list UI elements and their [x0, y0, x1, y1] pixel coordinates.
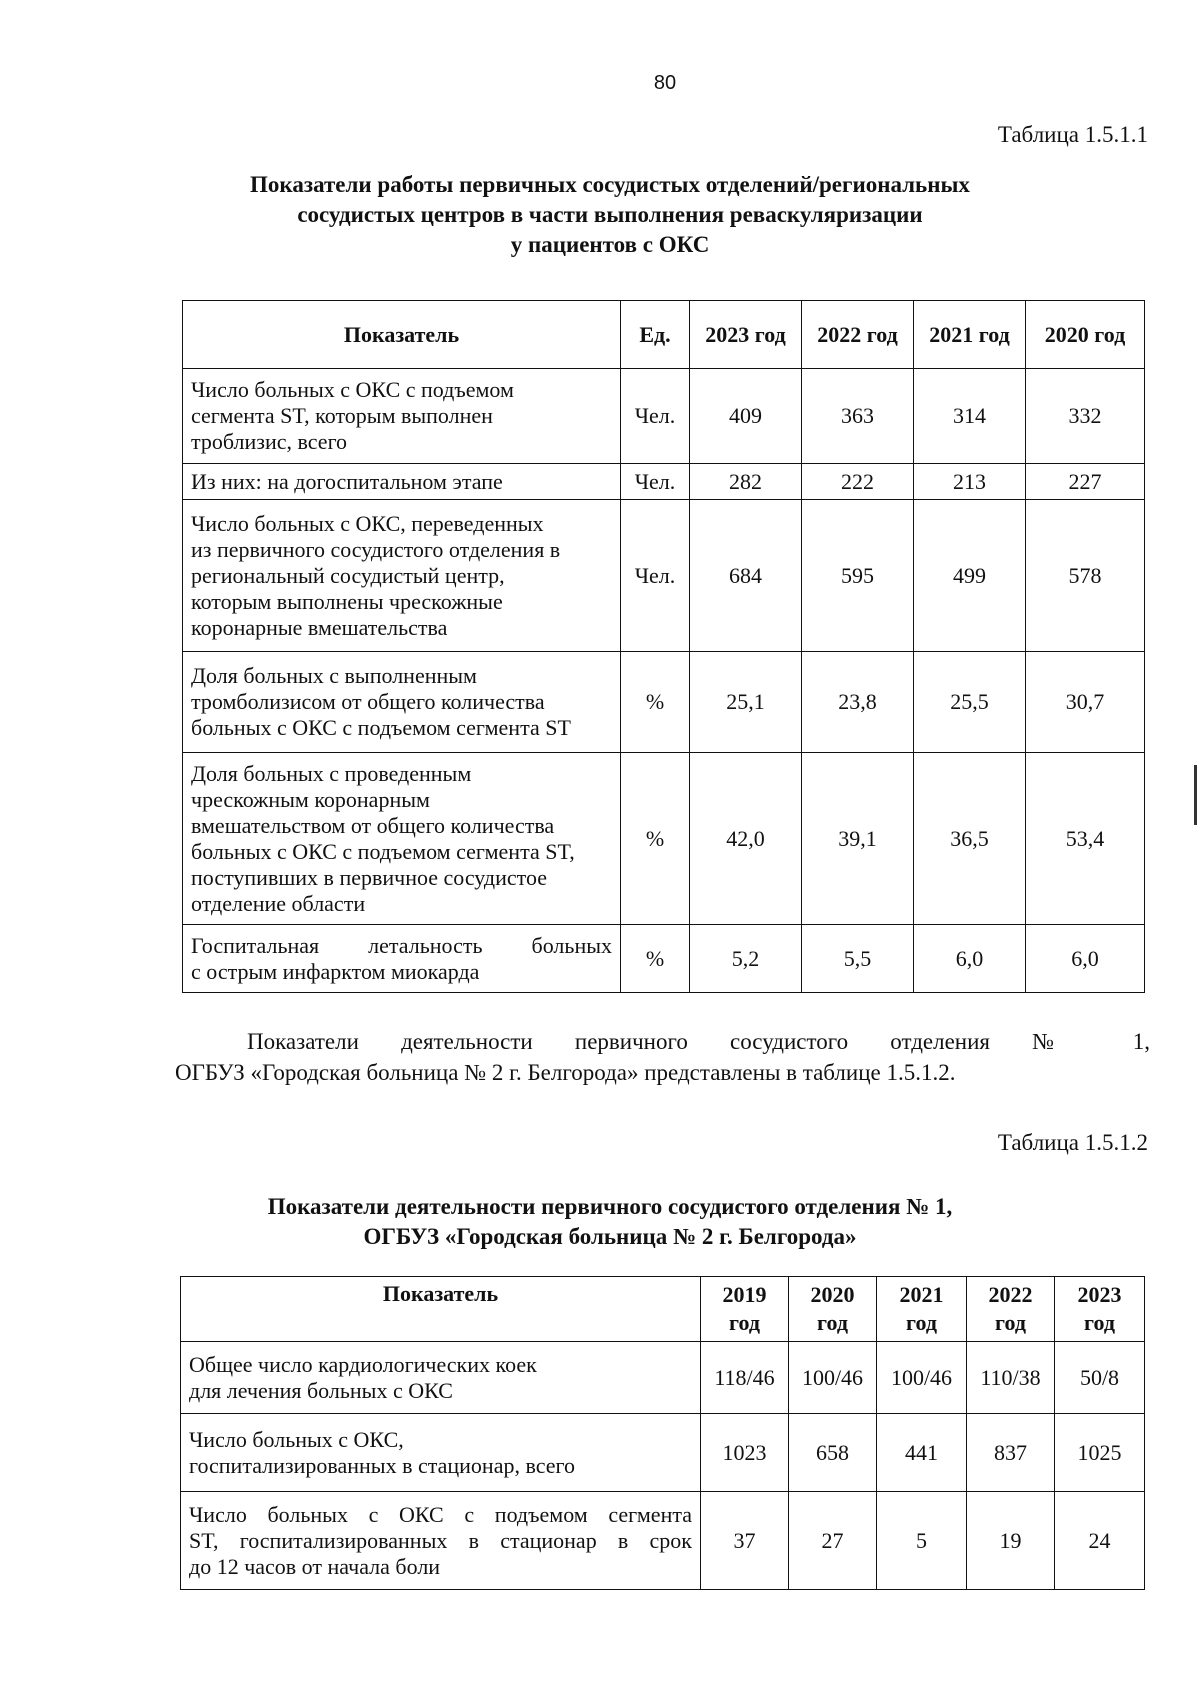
table-1-header-row	[183, 301, 1145, 369]
indicator-line: Из них: на догоспитальном этапе	[191, 468, 503, 494]
value-cell: 118/46	[701, 1342, 789, 1414]
indicator-line: региональный сосудистый центр,	[191, 562, 505, 588]
page-number: 80	[653, 72, 677, 94]
header-year	[967, 1277, 1055, 1342]
indicator-cell	[181, 1492, 701, 1590]
table-row	[183, 500, 1145, 652]
header-year: 2021 год	[914, 301, 1026, 369]
header-year-suffix: год	[906, 1310, 937, 1335]
value-cell: 53,4	[1026, 753, 1145, 925]
unit-cell: Чел.	[621, 500, 690, 652]
paragraph-line: Показатели деятельности первичного сосудистого отделения № 1,	[247, 1029, 1150, 1054]
value-cell: 23,8	[802, 652, 914, 753]
indicator-line: больных с ОКС с подъемом сегмента ST	[191, 715, 571, 740]
indicator-line: отделение области	[191, 890, 366, 916]
value-cell: 50/8	[1055, 1342, 1145, 1414]
value-cell: 100/46	[877, 1342, 967, 1414]
header-year-value: 2023	[1077, 1282, 1122, 1307]
indicator-cell	[181, 1414, 701, 1492]
indicator-line: которым выполнены чрескожные	[191, 588, 503, 614]
header-indicator: Показатель	[183, 301, 621, 369]
table-1	[182, 300, 1145, 993]
indicator-line: поступивших в первичное сосудистое	[191, 864, 548, 890]
header-year-suffix: год	[995, 1310, 1026, 1335]
unit-cell: %	[621, 925, 690, 993]
header-year-value: 2021	[899, 1282, 944, 1307]
value-cell: 658	[789, 1414, 877, 1492]
table-row	[183, 369, 1145, 464]
table-2-label: Таблица 1.5.1.2	[997, 1130, 1148, 1155]
value-cell: 1025	[1055, 1414, 1145, 1492]
value-cell: 36,5	[914, 753, 1026, 925]
value-cell: 1023	[701, 1414, 789, 1492]
table-2-title	[180, 1192, 1040, 1252]
value-cell: 595	[802, 500, 914, 652]
table-2-title-line: Показатели деятельности первичного сосудистого отделения № 1,	[267, 1194, 953, 1219]
indicator-line: коронарные вмешательства	[191, 614, 448, 640]
value-cell: 332	[1026, 369, 1145, 464]
value-cell: 110/38	[967, 1342, 1055, 1414]
indicator-line: Число больных с ОКС,	[189, 1426, 404, 1452]
value-cell: 27	[789, 1492, 877, 1590]
header-year	[877, 1277, 967, 1342]
header-year-value: 2022	[988, 1282, 1033, 1307]
paragraph-line: ОГБУЗ «Городская больница № 2 г. Белгорода» представлены в таблице 1.5.1.2.	[175, 1060, 956, 1085]
table-1-title-line: сосудистых центров в части выполнения реваскуляризации	[297, 202, 923, 227]
indicator-line: вмешательством от общего количества	[191, 812, 555, 838]
indicator-line: госпитализированных в стационар, всего	[189, 1452, 575, 1478]
indicator-cell	[181, 1342, 701, 1414]
indicator-line: Общее число кардиологических коек	[189, 1351, 537, 1377]
indicator-line: троблизис, всего	[191, 429, 348, 454]
indicator-line: для лечения больных с ОКС	[189, 1377, 453, 1403]
indicator-line: сегмента ST, которым выполнен	[191, 403, 493, 428]
table-2-title-line: ОГБУЗ «Городская больница № 2 г. Белгорода»	[363, 1224, 857, 1249]
header-year: 2022 год	[802, 301, 914, 369]
value-cell: 441	[877, 1414, 967, 1492]
table-2	[180, 1276, 1145, 1590]
table-row	[183, 753, 1145, 925]
indicator-cell	[183, 500, 621, 652]
value-cell: 19	[967, 1492, 1055, 1590]
indicator-line: из первичного сосудистого отделения в	[191, 536, 561, 562]
header-year	[701, 1277, 789, 1342]
value-cell: 5,5	[802, 925, 914, 993]
value-cell: 30,7	[1026, 652, 1145, 753]
header-year: 2020 год	[1026, 301, 1145, 369]
indicator-line: Число больных с ОКС с подъемом сегмента	[189, 1501, 692, 1527]
value-cell: 100/46	[789, 1342, 877, 1414]
table-1-label: Таблица 1.5.1.1	[997, 122, 1148, 147]
scan-edge-mark	[1194, 765, 1197, 825]
table-1-title-line: у пациентов с ОКС	[510, 232, 710, 257]
body-paragraph	[175, 1026, 1150, 1088]
indicator-line: Число больных с ОКС с подъемом	[191, 377, 514, 402]
value-cell: 5,2	[690, 925, 802, 993]
indicator-line: Доля больных с проведенным	[191, 760, 472, 786]
table-row	[181, 1492, 1145, 1590]
value-cell: 6,0	[914, 925, 1026, 993]
value-cell: 25,5	[914, 652, 1026, 753]
indicator-line: до 12 часов от начала боли	[189, 1553, 441, 1579]
value-cell: 6,0	[1026, 925, 1145, 993]
value-cell: 684	[690, 500, 802, 652]
header-year-value: 2020	[810, 1282, 855, 1307]
value-cell: 314	[914, 369, 1026, 464]
header-year: 2023 год	[690, 301, 802, 369]
table-1-title	[180, 170, 1040, 260]
unit-cell: %	[621, 652, 690, 753]
indicator-cell	[183, 925, 621, 993]
value-cell: 227	[1026, 464, 1145, 500]
unit-cell: %	[621, 753, 690, 925]
value-cell: 213	[914, 464, 1026, 500]
indicator-cell	[183, 464, 621, 500]
value-cell: 222	[802, 464, 914, 500]
header-year	[1055, 1277, 1145, 1342]
indicator-line: Доля больных с выполненным	[191, 663, 477, 688]
table-1-title-line: Показатели работы первичных сосудистых отделений/региональных	[250, 172, 970, 197]
indicator-line: с острым инфарктом миокарда	[191, 958, 480, 984]
value-cell: 42,0	[690, 753, 802, 925]
indicator-line: ST, госпитализированных в стационар в срок	[189, 1527, 692, 1553]
value-cell: 282	[690, 464, 802, 500]
header-year	[789, 1277, 877, 1342]
header-unit: Ед.	[621, 301, 690, 369]
indicator-line: Госпитальная летальность больных	[191, 932, 612, 958]
header-indicator: Показатель	[181, 1277, 701, 1342]
header-year-value: 2019	[722, 1282, 767, 1307]
indicator-line: тромболизисом от общего количества	[191, 689, 545, 714]
unit-cell: Чел.	[621, 369, 690, 464]
indicator-line: больных с ОКС с подъемом сегмента ST,	[191, 838, 575, 864]
table-row	[183, 464, 1145, 500]
table-row	[183, 925, 1145, 993]
table-2-header-row	[181, 1277, 1145, 1342]
header-year-suffix: год	[1084, 1310, 1115, 1335]
indicator-cell	[183, 369, 621, 464]
table-row	[181, 1342, 1145, 1414]
value-cell: 578	[1026, 500, 1145, 652]
table-row	[183, 652, 1145, 753]
unit-cell: Чел.	[621, 464, 690, 500]
header-year-suffix: год	[817, 1310, 848, 1335]
value-cell: 409	[690, 369, 802, 464]
value-cell: 37	[701, 1492, 789, 1590]
indicator-line: Число больных с ОКС, переведенных	[191, 510, 544, 536]
value-cell: 24	[1055, 1492, 1145, 1590]
indicator-cell	[183, 652, 621, 753]
value-cell: 25,1	[690, 652, 802, 753]
header-year-suffix: год	[729, 1310, 760, 1335]
value-cell: 363	[802, 369, 914, 464]
value-cell: 837	[967, 1414, 1055, 1492]
value-cell: 5	[877, 1492, 967, 1590]
table-row	[181, 1414, 1145, 1492]
value-cell: 499	[914, 500, 1026, 652]
value-cell: 39,1	[802, 753, 914, 925]
indicator-line: чрескожным коронарным	[191, 786, 430, 812]
indicator-cell	[183, 753, 621, 925]
